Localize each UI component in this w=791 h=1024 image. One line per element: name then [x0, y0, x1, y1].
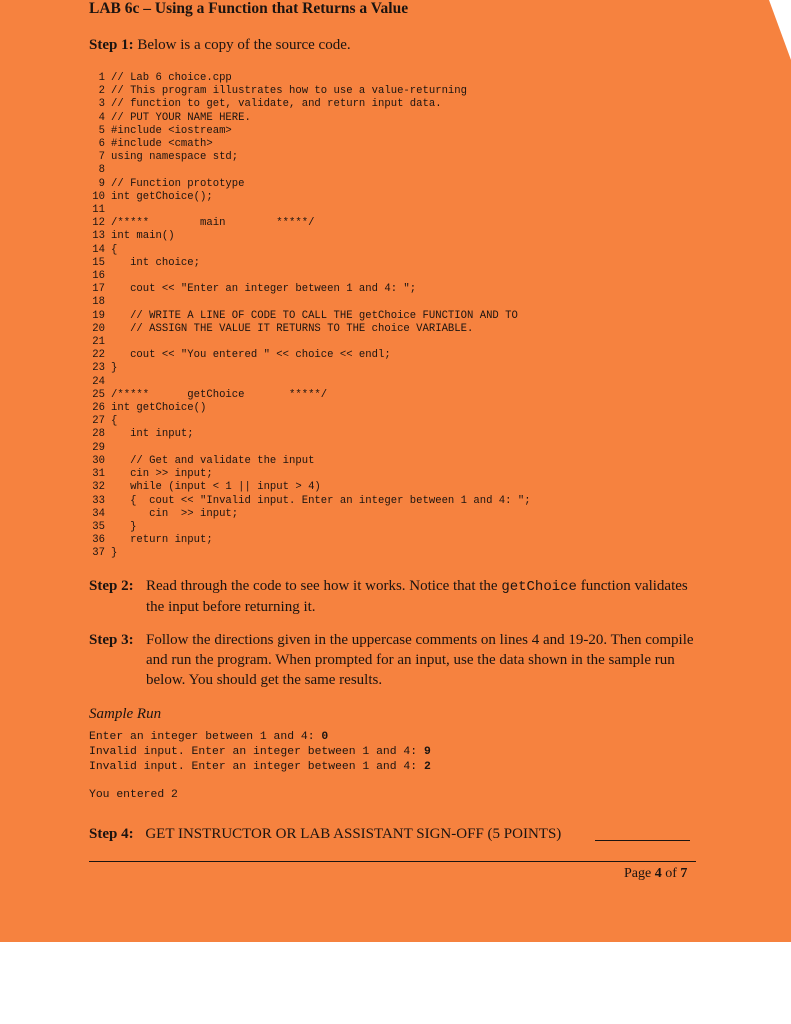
page-title: LAB 6c – Using a Function that Returns a Value [89, 0, 409, 17]
code-line-text: // PUT YOUR NAME HERE. [111, 111, 251, 124]
code-line-number: 32 [92, 481, 105, 494]
folded-corner [769, 0, 791, 60]
code-line-number: 24 [92, 375, 105, 388]
sample-prompt: Enter an integer between 1 and 4: [89, 731, 322, 743]
step-1-label: Step 1: [89, 37, 134, 53]
code-line-number: 19 [92, 309, 105, 322]
code-line-text: int getChoice() [111, 402, 207, 415]
code-line-text: int main() [111, 230, 175, 243]
code-line-text: { cout << "Invalid input. Enter an integer between 1 and 4: "; [111, 494, 531, 507]
sample-prompt: Invalid input. Enter an integer between 1 and 4: [89, 746, 424, 758]
code-line [91, 310, 531, 323]
code-line [91, 112, 531, 125]
code-line-number: 21 [92, 336, 105, 349]
code-line-text: // Lab 6 choice.cpp [111, 72, 232, 84]
code-line-number: 25 [92, 388, 105, 401]
code-line-text: cout << "Enter an integer between 1 and 4: "; [111, 283, 417, 296]
code-line [91, 204, 531, 217]
code-line [91, 164, 531, 177]
code-line [91, 125, 531, 138]
code-line [91, 85, 531, 98]
code-line-text: #include <cmath> [111, 138, 213, 151]
code-line-text: using namespace std; [111, 151, 239, 164]
code-line [91, 376, 531, 389]
code-line [91, 138, 531, 151]
step-3 [89, 630, 706, 690]
code-line-number: 11 [92, 204, 105, 217]
code-line [91, 323, 531, 336]
code-line [91, 455, 531, 468]
code-line-number: 30 [92, 454, 105, 467]
sample-line [89, 730, 431, 745]
code-line [91, 481, 531, 494]
sample-user-input: 9 [423, 746, 431, 758]
code-line-text: while (input < 1 || input > 4) [111, 481, 321, 494]
code-line-text: cout << "You entered " << choice << endl; [111, 349, 391, 362]
code-line-number: 12 [92, 217, 105, 230]
code-line-text: // function to get, validate, and return input data. [111, 98, 442, 111]
code-line-number: 27 [92, 415, 105, 428]
code-line-number: 9 [98, 177, 105, 190]
code-line [91, 402, 531, 415]
code-line [91, 230, 531, 243]
code-line-number: 35 [92, 520, 105, 533]
code-line-number: 15 [92, 256, 105, 269]
step-2-code: getChoice [501, 579, 577, 595]
code-line [91, 362, 531, 375]
code-line-text: } [111, 362, 118, 375]
code-line-text: int input; [111, 428, 194, 441]
code-line-number: 37 [92, 547, 105, 560]
code-line-text: } [111, 547, 118, 560]
code-line-number: 23 [92, 362, 105, 375]
step-4-label: Step 4: [89, 826, 134, 842]
sample-line [89, 760, 431, 775]
code-line-text: int choice; [111, 256, 201, 269]
code-line-number: 14 [92, 243, 105, 256]
code-line-number: 20 [92, 322, 105, 335]
sample-run-output [89, 730, 431, 775]
code-line-number: 4 [98, 111, 105, 124]
code-line-text: cin >> input; [111, 507, 239, 520]
code-line [91, 508, 531, 521]
code-line-text: // WRITE A LINE OF CODE TO CALL THE getChoice FUNCTION AND TO [111, 309, 518, 322]
code-line-number: 5 [98, 124, 105, 137]
sample-run-title: Sample Run [89, 706, 162, 722]
step-2-label: Step 2: [89, 578, 134, 594]
page-current: 4 [654, 866, 662, 881]
sample-prompt: Invalid input. Enter an integer between 1 and 4: [89, 761, 424, 773]
code-line-number: 7 [98, 151, 105, 164]
code-line-text: // ASSIGN THE VALUE IT RETURNS TO THE choice VARIABLE. [111, 322, 474, 335]
code-line [91, 336, 531, 349]
sample-user-input: 2 [423, 761, 431, 773]
code-line-text: #include <iostream> [111, 124, 232, 137]
page-of: of [661, 866, 681, 881]
page-total: 7 [680, 866, 688, 881]
source-code-listing [91, 72, 531, 561]
code-line-text: { [111, 243, 118, 256]
code-line-number: 31 [92, 468, 105, 481]
code-line-text: cin >> input; [111, 468, 213, 481]
code-line-number: 29 [92, 441, 105, 454]
code-line-number: 6 [98, 138, 105, 151]
code-line-text: // Function prototype [111, 177, 245, 190]
code-line-number: 22 [92, 349, 105, 362]
code-line [91, 534, 531, 547]
code-line [91, 389, 531, 402]
page-prefix: Page [624, 866, 655, 881]
code-line-text: return input; [111, 534, 213, 547]
step-2-text-pre: Read through the code to see how it works. Notice that the [146, 578, 502, 594]
code-line [91, 178, 531, 191]
sample-user-input: 0 [321, 731, 329, 743]
code-line [91, 217, 531, 230]
code-line [91, 495, 531, 508]
code-line [91, 296, 531, 309]
code-line [91, 428, 531, 441]
code-line [91, 151, 531, 164]
code-line-number: 17 [92, 283, 105, 296]
code-line [91, 98, 531, 111]
step-2 [89, 576, 706, 617]
step-1 [89, 37, 351, 54]
code-line-number: 16 [92, 270, 105, 283]
sample-line [89, 745, 431, 760]
code-line-text: int getChoice(); [111, 190, 213, 203]
step-2-text-post: function validates the input before returning it. [146, 578, 688, 615]
code-line-text: // Get and validate the input [111, 454, 315, 467]
code-line-text: /***** main *****/ [111, 217, 315, 230]
code-line [91, 270, 531, 283]
step-3-text: Follow the directions given in the uppercase comments on lines 4 and 19-20. Then compile and run the program. When prompted for an input, use the data shown in the sample run below. You should get the same results. [146, 632, 694, 688]
code-line-number: 34 [92, 507, 105, 520]
code-line [91, 72, 531, 85]
code-line-number: 18 [92, 296, 105, 309]
step-1-text: Below is a copy of the source code. [137, 37, 351, 53]
code-line-number: 1 [98, 72, 105, 84]
code-line [91, 244, 531, 257]
code-line [91, 191, 531, 204]
footer-divider [89, 861, 696, 862]
sample-run-result: You entered 2 [89, 789, 178, 801]
page-number [624, 866, 687, 882]
code-line [91, 547, 531, 560]
code-line-number: 26 [92, 402, 105, 415]
code-line-number: 10 [92, 190, 105, 203]
code-line-text: /***** getChoice *****/ [111, 388, 328, 401]
code-line [91, 283, 531, 296]
code-line-text: { [111, 415, 118, 428]
code-line [91, 415, 531, 428]
code-line-number: 13 [92, 230, 105, 243]
code-line-number: 36 [92, 534, 105, 547]
code-line [91, 257, 531, 270]
code-line [91, 349, 531, 362]
code-line [91, 468, 531, 481]
code-line [91, 442, 531, 455]
code-line-number: 33 [92, 494, 105, 507]
code-line-number: 3 [98, 98, 105, 111]
code-line-text: } [111, 520, 137, 533]
code-line [91, 521, 531, 534]
step-4-text: GET INSTRUCTOR OR LAB ASSISTANT SIGN-OFF (5 POINTS) [145, 826, 562, 842]
step-4 [89, 826, 561, 843]
code-line-text: // This program illustrates how to use a value-returning [111, 85, 468, 98]
step-3-label: Step 3: [89, 632, 134, 648]
code-line-number: 8 [98, 164, 105, 177]
signature-line[interactable] [595, 840, 690, 841]
code-line-number: 2 [98, 85, 105, 98]
code-line-number: 28 [92, 428, 105, 441]
